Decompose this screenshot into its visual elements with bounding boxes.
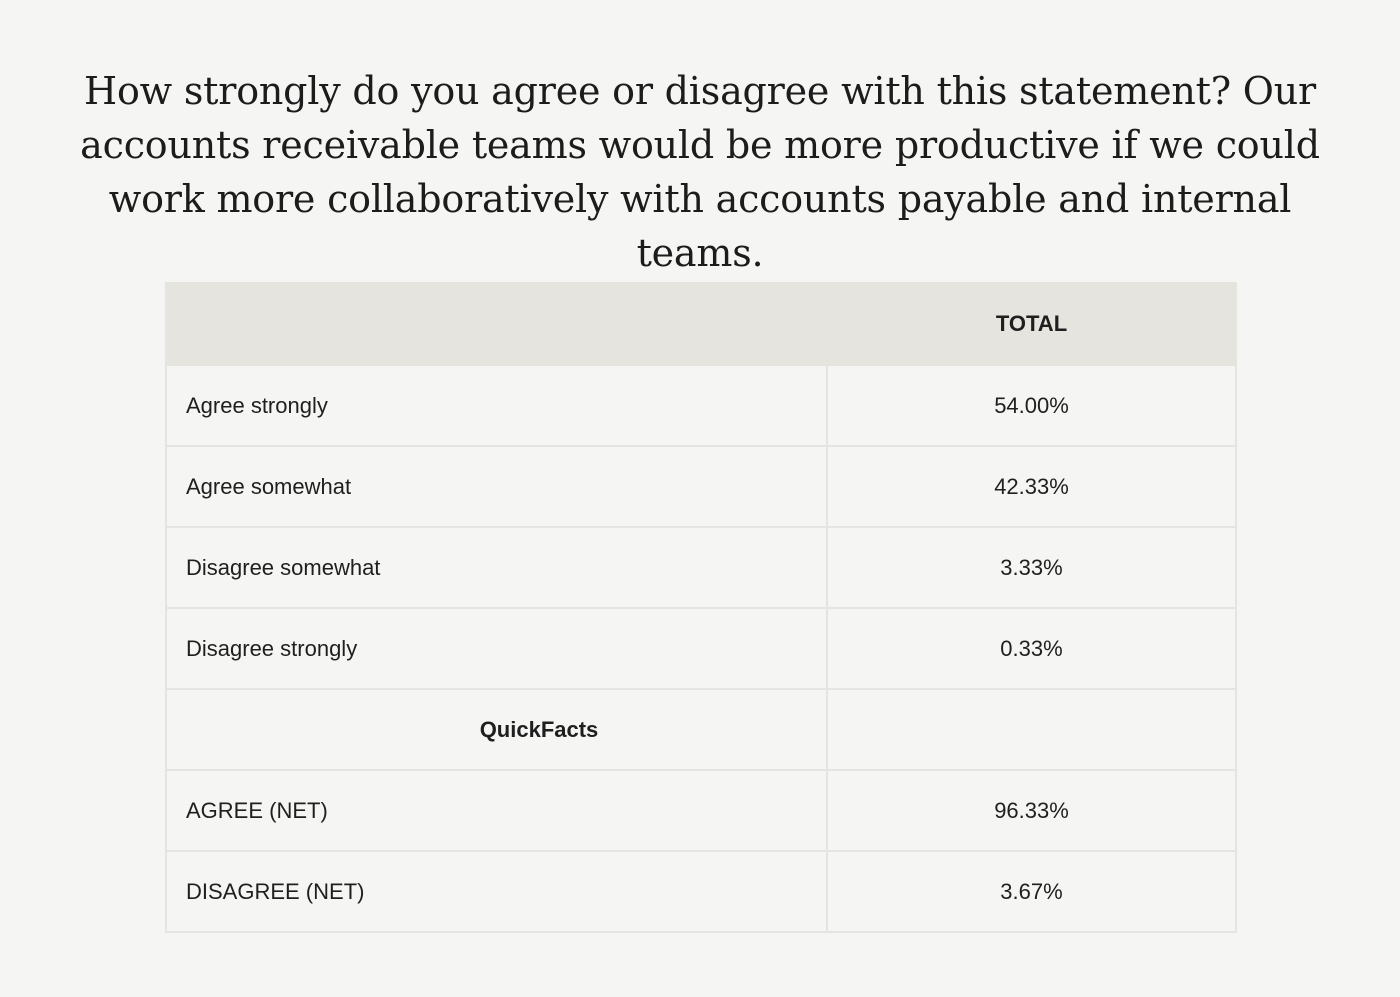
net-row-label: DISAGREE (NET) [166, 851, 827, 932]
table-row [166, 446, 1236, 527]
net-row-label: AGREE (NET) [166, 770, 827, 851]
row-label: Agree somewhat [166, 446, 827, 527]
results-table [165, 282, 1237, 933]
table-row [166, 851, 1236, 932]
row-value: 42.33% [827, 446, 1236, 527]
row-label: Agree strongly [166, 365, 827, 446]
net-row-value: 96.33% [827, 770, 1236, 851]
table-row [166, 770, 1236, 851]
table-row [166, 527, 1236, 608]
net-row-value: 3.67% [827, 851, 1236, 932]
header-label-cell [166, 283, 827, 365]
row-value: 0.33% [827, 608, 1236, 689]
row-label: Disagree somewhat [166, 527, 827, 608]
row-value: 3.33% [827, 527, 1236, 608]
question-heading: How strongly do you agree or disagree with this statement? Our accounts receivable teams would be more productive if we could work more collaboratively with accounts payable and internal teams. [80, 69, 1320, 275]
table-row [166, 365, 1236, 446]
table-row [166, 608, 1236, 689]
row-value: 54.00% [827, 365, 1236, 446]
section-row-quickfacts [166, 689, 1236, 770]
section-title: QuickFacts [166, 689, 827, 770]
header-total-cell: TOTAL [827, 283, 1236, 365]
table-header-row [166, 283, 1236, 365]
section-value [827, 689, 1236, 770]
row-label: Disagree strongly [166, 608, 827, 689]
